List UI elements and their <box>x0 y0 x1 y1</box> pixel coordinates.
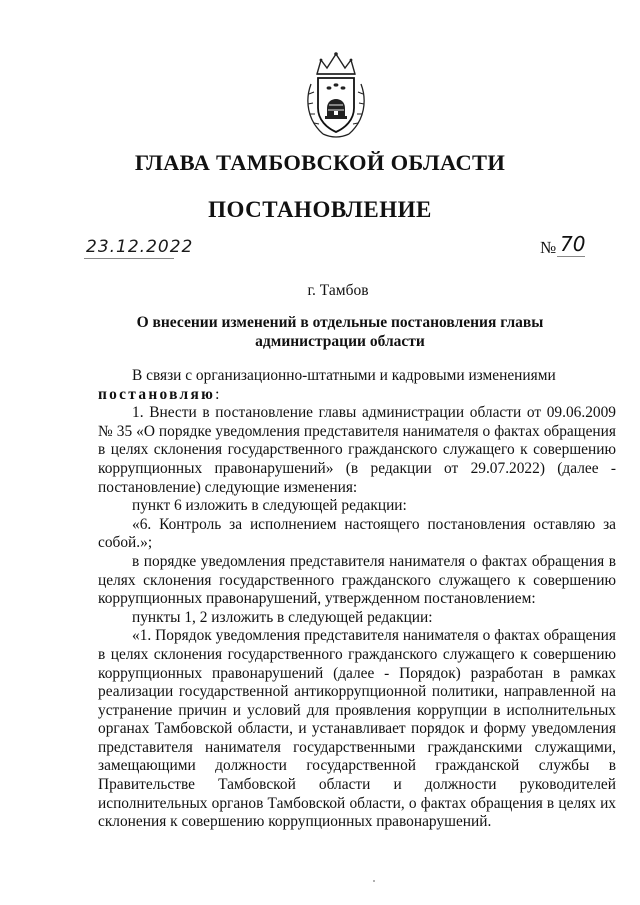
subject-line-2: администрации области <box>255 333 425 350</box>
decree-line <box>98 386 616 405</box>
handwritten-date: 23.12.2022 <box>86 237 194 257</box>
paragraph-3: «6. Контроль за исполнением настоящего постановления оставляю за собой.»; <box>98 515 616 552</box>
intro-paragraph: В связи с организационно-штатными и кадровыми изменениями <box>132 367 556 384</box>
document-body <box>98 367 616 832</box>
number-underline <box>557 256 585 257</box>
number-label: № <box>540 238 557 257</box>
paragraph-6: «1. Порядок уведомления представителя нанимателя о фактах обращения в целях склонения государственного гражданского служащего к совершению коррупционных правонарушений (далее - Порядок) разработан в рамках реализации государственной антикоррупционной политики, направленной на устранение причин и условий для проявления коррупции в исполнительных органах Тамбовской области, и устанавливает порядок и форму уведомления представителя нанимателя государственными гражданскими служащими, замещающими должности государственной гражданской службы в Правительстве Тамбовской области и должности руководителей исполнительных органов Тамбовской области, о фактах обращения в целях их склонения к совершению коррупционных правонарушений. <box>98 627 616 831</box>
document-type-title: ПОСТАНОВЛЕНИЕ <box>208 197 432 222</box>
paragraph-2: пункт 6 изложить в следующей редакции: <box>132 497 407 515</box>
paragraph-4: в порядке уведомления представителя нанимателя о фактах обращения в целях склонения государственного гражданского служащего к совершению коррупционных правонарушений, утвержденном постановлением: <box>98 552 616 608</box>
document-subject <box>120 313 560 351</box>
issuing-authority-title: ГЛАВА ТАМБОВСКОЙ ОБЛАСТИ <box>134 150 506 175</box>
paragraph-1: 1. Внести в постановление главы администрации области от 09.06.2009 № 35 «О порядке уведомления представителя нанимателя о фактах обращения в целях склонения государственного гражданского служащего к совершению коррупционных правонарушений» (в редакции от 29.07.2022) (далее - постановление) следующие изменения: <box>98 404 616 496</box>
decree-colon: : <box>215 385 220 403</box>
scan-speck <box>373 880 375 882</box>
handwritten-number: 70 <box>560 232 586 256</box>
decree-word: постановляю <box>98 385 216 403</box>
subject-line-1: О внесении изменений в отдельные постановления главы <box>136 314 544 331</box>
tambov-coat-of-arms-icon <box>303 50 369 142</box>
date-underline <box>84 258 174 259</box>
paragraph-5: пункты 1, 2 изложить в следующей редакции: <box>132 608 433 626</box>
city-name: г. Тамбов <box>307 282 369 299</box>
